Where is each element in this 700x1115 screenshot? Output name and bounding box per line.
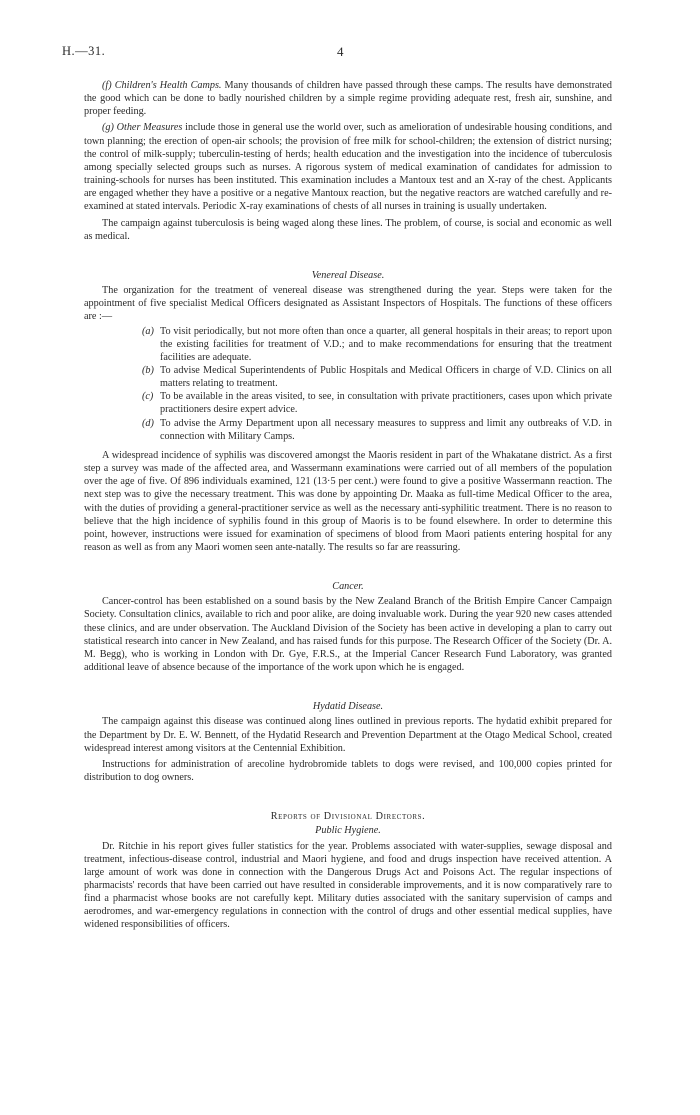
document-body [84, 79, 612, 932]
document-reference: H.—31. [62, 44, 106, 58]
list-item [84, 364, 612, 390]
hydatid-campaign-paragraph: The campaign against this disease was continued along lines outlined in previous reports. The hydatid exhibit prepared for the Department by Dr. E. W. Bennett, of the Hydatid Research and Prevention Department at the Otago Medical School, created widespread interest among visitors at the Centennial Exhibition. [84, 716, 612, 754]
divisional-reports-heading: Reports of Divisional Directors. [270, 811, 426, 823]
list-item-mark: (c) [142, 391, 154, 403]
public-hygiene-paragraph: Dr. Ritchie in his report gives fuller statistics for the year. Problems associated with water-supplies, sewage disposal and treatment, infectious-disease control, industrial and Maori hygiene, and food and drugs inspection have received attention. A large amount of work was done in connection with the Dangerous Drugs Act and Poisons Act. The regular inspections of pharmacists' records that have been carried out have resulted in considerable improvements, and it is now comparatively rare to find a pharmacist whose books are not carefully kept. Military duties associated with the sanitary supervision of camps and aerodromes, and war-emergency regulations in connection with the control of drugs and other essential medical supplies, have widened responsibilities of officers. [84, 840, 612, 931]
childrens-health-camps-lead: (f) Children's Health Camps. [102, 80, 222, 91]
page-number: 4 [337, 44, 344, 59]
tuberculosis-campaign-paragraph: The campaign against tuberculosis is being waged along these lines. The problem, of course, is social and economic as well as medical. [84, 217, 612, 242]
list-item-mark: (a) [142, 325, 154, 337]
list-item-mark: (d) [142, 417, 154, 429]
other-measures-paragraph [84, 121, 612, 213]
venereal-disease-intro: The organization for the treatment of venereal disease was strengthened during the year. Steps were taken for the appointment of five specialist Medical Officers designated as Assistant Inspectors of Hospitals. The functions of these officers are :— [84, 285, 612, 323]
list-item-mark: (b) [142, 364, 154, 376]
childrens-health-camps-paragraph [84, 79, 612, 118]
hydatid-disease-heading: Hydatid Disease. [312, 701, 384, 713]
childrens-health-camps-text: Many thousands of children have passed through these camps. The results have demonstrated the good which can be done to badly nourished children by a simple regime providing adequate rest, fresh air, sunshine, and proper feeding. [84, 80, 612, 118]
list-item [84, 390, 612, 416]
list-item [84, 325, 612, 364]
cancer-paragraph: Cancer-control has been established on a sound basis by the New Zealand Branch of the British Empire Cancer Campaign Society. Consultation clinics, available to rich and poor alike, are doing invaluable work. During the year 920 new cases attended these clinics, and are under observation. The Auckland Division of the Society has been active in developing a plan to carry out statistical research into cancer in New Zealand, and has raised funds for this purpose. The Research Officer of the Society (Dr. A. M. Begg), who is working in London with Dr. Gye, F.R.S., at the Imperial Cancer Research Fund Laboratory, was granted additional leave of absence because of the importance of the work upon which he is engaged. [84, 596, 612, 674]
other-measures-text: include those in general use the world over, such as amelioration of undesirable housing conditions, and town planning; the erection of open-air schools; the provision of free milk for school-children; the extension of district nursing; the control of milk-supply; tuberculin-testing of herds; health education and the investigation into the incidence of tuberculosis among specially selected groups such as nurses. A rigorous system of medical examination of candidates for admission to training-schools for nurses has been instituted. This examination includes a Mantoux test and an X-ray of the chest. Applicants are engaged whether they have a positive or a negative Mantoux reaction, but the negative reactors are watched carefully and re-examined at stated intervals. Periodic X-ray examinations of chests of all nurses in training is usually undertaken. [84, 122, 612, 213]
list-item-text: To advise Medical Superintendents of Public Hospitals and Medical Officers in charge of V.D. Clinics on all matters relating to treatment. [160, 364, 612, 390]
list-item-text: To be available in the areas visited, to see, in consultation with private practitioners, cases upon which private practitioners desire expert advice. [160, 391, 612, 416]
list-item [84, 417, 612, 443]
list-item-text: To visit periodically, but not more often than once a quarter, all general hospitals in their areas; to report upon the existing facilities for treatment of V.D.; and to make recommendations for ensuring that the treatment facilities are adequate. [160, 325, 612, 363]
officer-functions-list [84, 325, 612, 443]
syphilis-paragraph: A widespread incidence of syphilis was discovered amongst the Maoris resident in part of the Whakatane district. As a first step a survey was made of the affected area, and Wassermann examinations were carried out of all members of the population over the age of five. Of 896 individuals examined, 121 (13·5 per cent.) were found to give a positive Wassermann reaction. The next step was to give the necessary treatment. This was done by appointing Dr. Maaka as full-time Medical Officer to the area, with the duties of providing a general-practitioner service as well as the necessary anti-syphilitic treatment. There is no reason to believe that the high incidence of syphilis found in this group of Maoris is to be found elsewhere. In order to determine this point, however, instructions were issued for examination of specimens of blood from Maori patients entering hospital for any reason as well as from any Maori women seen ante-natally. The results so far are reassuring. [84, 449, 612, 553]
cancer-heading: Cancer. [332, 581, 364, 593]
hydatid-instructions-paragraph: Instructions for administration of arecoline hydrobromide tablets to dogs were revised, and 100,000 copies printed for distribution to dog owners. [84, 758, 612, 784]
list-item-text: To advise the Army Department upon all necessary measures to suppress and limit any outbreaks of V.D. in connection with Military Camps. [160, 417, 612, 442]
venereal-disease-heading: Venereal Disease. [311, 269, 385, 281]
other-measures-lead: (g) Other Measures [102, 122, 183, 134]
public-hygiene-subheading: Public Hygiene. [315, 825, 381, 837]
